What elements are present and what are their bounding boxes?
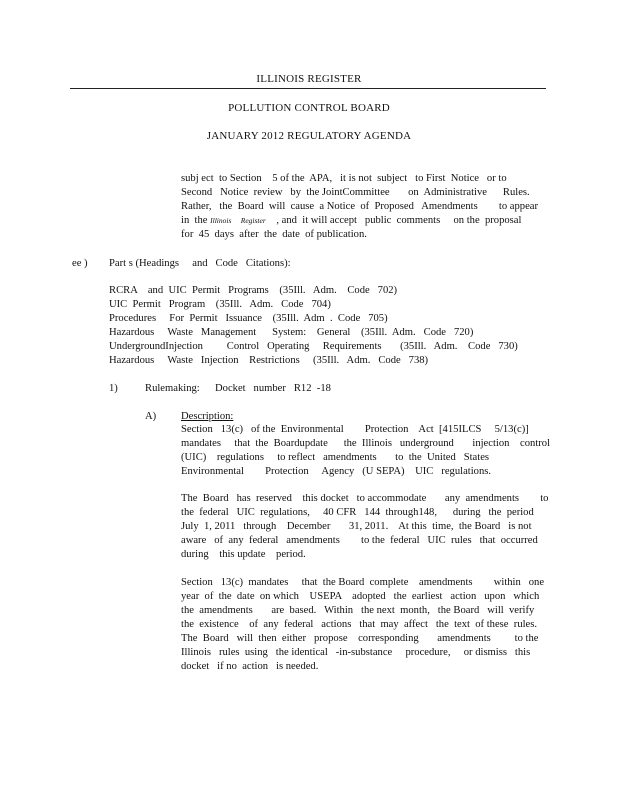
paragraph-line: the federal UIC regulations, 40 CFR 144 through148, during the period [181, 507, 534, 518]
illinois-register-italic: Illinois Register [210, 216, 266, 225]
header-rule [70, 88, 546, 89]
paragraph-line: Environmental Protection Agency (U SEPA) UIC regulations. [181, 466, 492, 477]
paragraph-line: during this update period. [181, 549, 306, 560]
rulemaking-marker: 1) [109, 383, 118, 394]
intro-text: , and it will accept public comments on the proposal [265, 215, 522, 226]
citation-item: Hazardous Waste Management System: General (35Ill. Adm. Code 720) [109, 327, 474, 338]
intro-line: Second Notice review by the JointCommittee on Administrative Rules. [181, 187, 530, 198]
paragraph-line: the existence of any federal actions that may affect the text of these rules. [181, 619, 538, 630]
paragraph-line: Illinois rules using the identical -in-substance procedure, or dismiss this [181, 647, 531, 658]
citation-item: Hazardous Waste Injection Restrictions (35Ill. Adm. Code 738) [109, 355, 429, 366]
intro-line: for 45 days after the date of publication. [181, 229, 367, 240]
intro-line: subj ect to Section 5 of the APA, it is not subject to First Notice or to [181, 173, 507, 184]
rulemaking-label: Rulemaking: [145, 383, 200, 394]
intro-line: Rather, the Board will cause a Notice of Proposed Amendments to appear [181, 201, 539, 212]
paragraph-line: The Board has reserved this docket to accommodate any amendments to [181, 493, 549, 504]
intro-text: in the [181, 215, 211, 226]
paragraph-line: year of the date on which USEPA adopted the earliest action upon which [181, 591, 540, 602]
register-title: ILLINOIS REGISTER [256, 73, 362, 85]
paragraph-line: docket if no action is needed. [181, 661, 319, 672]
citation-item: UIC Permit Program (35Ill. Adm. Code 704) [109, 299, 331, 310]
paragraph-line: Section 13(c) mandates that the Board complete amendments within one [181, 577, 545, 588]
citation-item: Procedures For Permit Issuance (35Ill. Adm . Code 705) [109, 313, 388, 324]
paragraph-line: (UIC) regulations to reflect amendments to the United States [181, 452, 490, 463]
paragraph-line: the amendments are based. Within the next month, the Board will verify [181, 605, 535, 616]
description-marker: A) [145, 411, 157, 422]
section-marker: ee ) [72, 258, 88, 269]
paragraph-line: mandates that the Boardupdate the Illinois underground injection control [181, 438, 551, 449]
intro-line [181, 214, 521, 228]
docket-number: Docket number R12 -18 [215, 383, 331, 394]
paragraph-line: July 1, 2011 through December 31, 2011. At this time, the Board is not [181, 521, 532, 532]
paragraph-line: aware of any federal amendments to the federal UIC rules that occurred [181, 535, 538, 546]
board-title: POLLUTION CONTROL BOARD [228, 102, 390, 114]
paragraph-line: The Board will then either propose corresponding amendments to the [181, 633, 539, 644]
citation-item: RCRA and UIC Permit Programs (35Ill. Adm. Code 702) [109, 285, 398, 296]
section-title: Part s (Headings and Code Citations): [109, 258, 291, 269]
agenda-title: JANUARY 2012 REGULATORY AGENDA [206, 130, 412, 142]
paragraph-line: Section 13(c) of the Environmental Protection Act [415ILCS 5/13(c)] [181, 424, 529, 435]
citation-item: UndergroundInjection Control Operating Requirements (35Ill. Adm. Code 730) [109, 341, 518, 352]
description-heading: Description: [181, 411, 234, 422]
